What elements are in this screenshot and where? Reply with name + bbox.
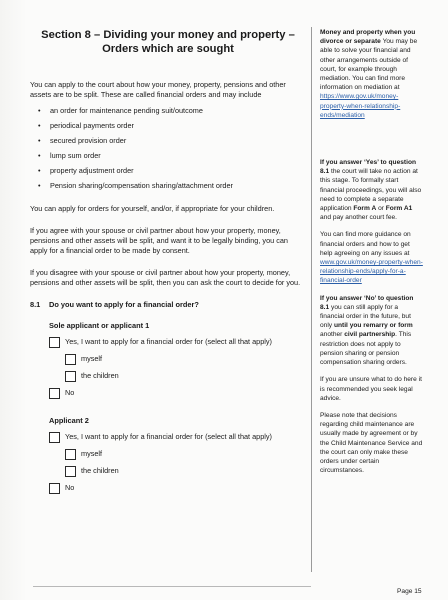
- agree-paragraph: If you agree with your spouse or civil partner about how your property, money, pensions and other assets will be split, and want it to be legally binding, you can apply for a financial order to be made by consent.: [30, 226, 288, 255]
- financial-order-link[interactable]: www.gov.uk/money-property-when-relationship-ends/apply-for-a-financial-order: [320, 259, 423, 285]
- yes-answer-heading: If you answer ‘Yes’ to question 8.1: [320, 159, 416, 176]
- applicant-2-children-option: [65, 466, 306, 477]
- mediation-text: You may be able to solve your financial and other arrangements outside of court, for example through mediation. You can find more information on mediation at: [320, 38, 418, 92]
- sidebar-heading-money-property: Money and property when you divorce or separate: [320, 29, 416, 46]
- child-maintenance-note: Please note that decisions regarding child maintenance are usually made by agreement or by the Child Maintenance Service and the court can only make these orders under certain circumstances.: [320, 411, 423, 475]
- applicant-2-myself-label: myself: [81, 449, 103, 458]
- disagree-paragraph: If you disagree with your spouse or civil partner about how your property, money, pensions and other assets will be split, then you can ask the court to decide for you.: [30, 268, 301, 287]
- applicant-2-yes-option: [49, 432, 306, 443]
- list-item: • an order for maintenance pending suit/outcome: [38, 106, 203, 115]
- applicant-1-no-checkbox[interactable]: [49, 388, 60, 399]
- question-8-1: [30, 300, 306, 310]
- bullet-icon: •: [38, 121, 41, 130]
- main-column: [30, 28, 306, 500]
- applicant-2-children-label: the children: [81, 466, 119, 475]
- applicant-1-myself-checkbox[interactable]: [65, 354, 76, 365]
- applicant-2-no-label: No: [65, 483, 75, 492]
- intro-paragraph: You can apply to the court about how your money, property, pensions and other assets are to be split. These are called financial orders and may include: [30, 80, 286, 99]
- list-item: • property adjustment order: [38, 166, 134, 175]
- applicant-1-children-option: [65, 371, 306, 382]
- applicant-1-no-option: [49, 388, 306, 399]
- form-a1-label: Form A1: [385, 205, 413, 213]
- mediation-note: [320, 28, 424, 120]
- section-title: Section 8 – Dividing your money and property – Orders which are sought: [41, 29, 295, 55]
- applicant-2-no-checkbox[interactable]: [49, 483, 60, 494]
- form-a-label: Form A: [353, 205, 377, 213]
- guidance-note: You can find more guidance on financial orders and how to get help agreeing on any issues at www.gov.uk/money-property-when-relationship-ends/apply-for-a-financial-order: [320, 231, 423, 285]
- applicant-1-heading: Sole applicant or applicant 1: [49, 321, 150, 330]
- applicant-2-children-checkbox[interactable]: [65, 466, 76, 477]
- guidance-sidebar: [320, 28, 424, 483]
- legal-advice-note: If you are unsure what to do here it is recommended you seek legal advice.: [320, 376, 422, 402]
- page-number: Page 15: [397, 588, 422, 595]
- applicant-2-myself-checkbox[interactable]: [65, 449, 76, 460]
- yourself-paragraph: You can apply for orders for yourself, and/or, if appropriate for your children.: [30, 204, 275, 213]
- applicant-1-no-label: No: [65, 388, 75, 397]
- applicant-1-children-checkbox[interactable]: [65, 371, 76, 382]
- applicant-1-yes-label: Yes, I want to apply for a financial order for (select all that apply): [65, 337, 272, 346]
- applicant-1-myself-label: myself: [81, 354, 103, 363]
- bullet-icon: •: [38, 136, 41, 145]
- bullet-icon: •: [38, 106, 41, 115]
- applicant-2-myself-option: [65, 449, 306, 460]
- bullet-icon: •: [38, 181, 41, 190]
- column-divider: [311, 27, 312, 572]
- question-text: Do you want to apply for a financial order?: [49, 300, 199, 309]
- list-item: • periodical payments order: [38, 121, 134, 130]
- applicant-1-myself-option: [65, 354, 306, 365]
- mediation-link[interactable]: https://www.gov.uk/money-property-when-relationship-ends/mediation: [320, 93, 401, 119]
- applicant-2-heading: Applicant 2: [49, 416, 89, 425]
- bullet-icon: •: [38, 166, 41, 175]
- no-answer-note: If you answer ‘No’ to question 8.1 you can still apply for a financial order in the future, but only until you remarry or form another civil partnership. This restriction does not apply to pension sharing or pension compensation sharing orders.: [320, 294, 414, 367]
- applicant-2-no-option: [49, 483, 306, 494]
- footer-rule: [33, 586, 311, 587]
- applicant-1-section: [49, 321, 306, 494]
- question-number: 8.1: [30, 300, 41, 309]
- yes-answer-note: If you answer ‘Yes’ to question 8.1 the court will take no action at this stage. To formally start financial proceedings, you will also need to complete a separate application Form A or Form A1 and pay another court fee.: [320, 159, 422, 222]
- applicant-1-yes-option: [49, 337, 306, 348]
- list-item: • Pension sharing/compensation sharing/attachment order: [38, 181, 233, 190]
- applicant-2-yes-label: Yes, I want to apply for a financial order for (select all that apply): [65, 432, 272, 441]
- list-item: • secured provision order: [38, 136, 127, 145]
- financial-orders-list: [30, 106, 306, 191]
- bullet-icon: •: [38, 151, 41, 160]
- applicant-1-yes-checkbox[interactable]: [49, 337, 60, 348]
- no-answer-heading: If you answer ‘No’ to question 8.1: [320, 294, 414, 311]
- applicant-1-children-label: the children: [81, 371, 119, 380]
- list-item: • lump sum order: [38, 151, 101, 160]
- applicant-2-yes-checkbox[interactable]: [49, 432, 60, 443]
